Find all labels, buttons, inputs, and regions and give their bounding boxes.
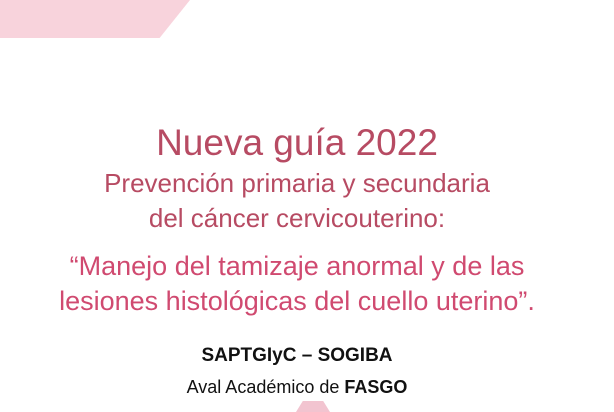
endorsement-entity: FASGO [344,377,408,397]
subtitle-line-1: Prevención primaria y secundaria [104,168,490,198]
quote-line-2: lesiones histológicas del cuello uterino”. [59,286,535,316]
quote-line-1: “Manejo del tamizaje anormal y de las [69,251,525,281]
guide-subtitle [0,166,594,236]
guide-quote [0,249,594,319]
organizations: SAPTGIyC – SOGIBA [201,345,393,366]
decorative-corner-band [0,0,190,38]
endorsement-prefix: Aval Académico de [186,377,345,397]
page-title: Nueva guía 2022 [156,121,438,163]
subtitle-line-2: del cáncer cervicouterino: [148,203,446,233]
academic-endorsement [0,374,594,400]
decorative-bottom-mark [296,401,330,412]
